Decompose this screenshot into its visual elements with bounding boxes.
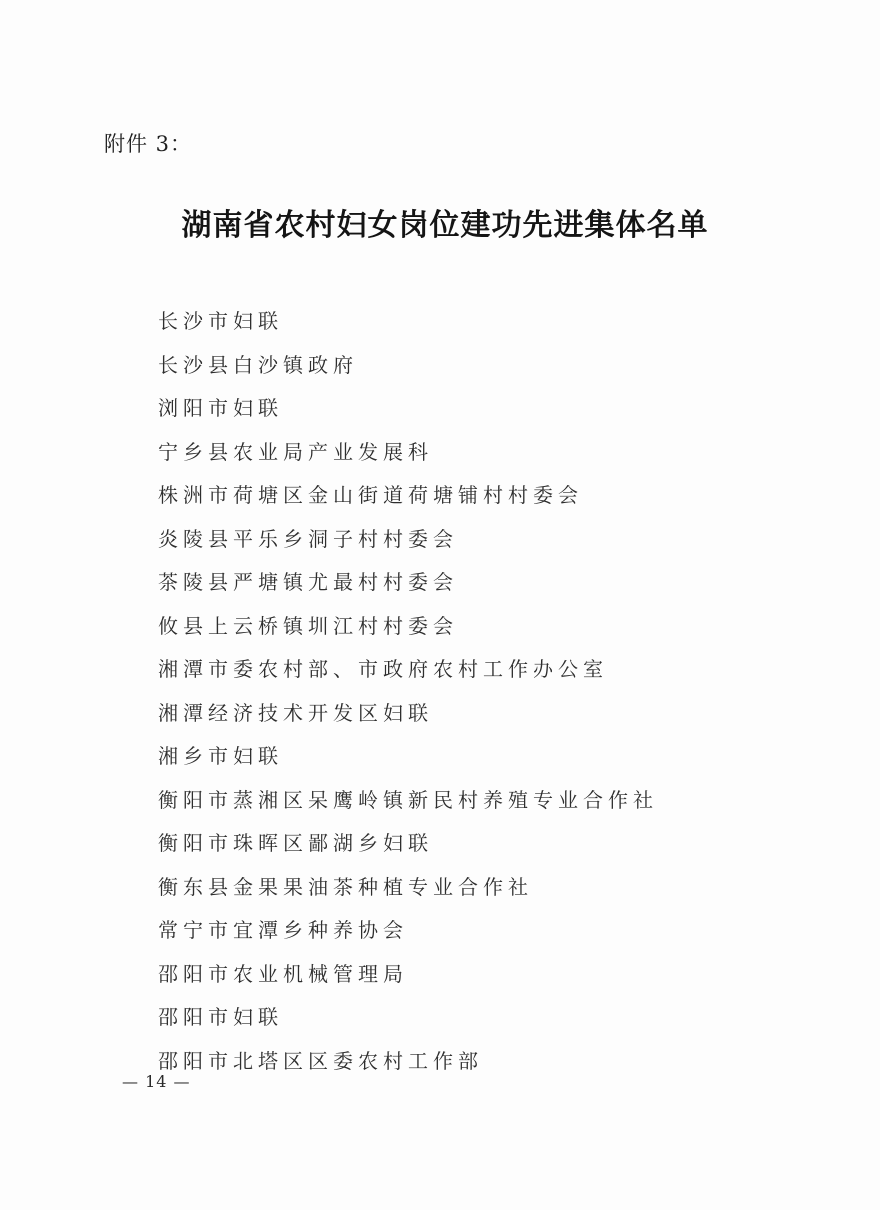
list-item: 茶陵县严塘镇尤最村村委会	[158, 570, 458, 594]
list-item: 长沙县白沙镇政府	[158, 352, 358, 377]
page-number: — 14 —	[122, 1072, 191, 1091]
list-item: 邵阳市妇联	[158, 1005, 283, 1029]
list-item: 株洲市荷塘区金山街道荷塘铺村村委会	[158, 483, 583, 507]
document-title: 湖南省农村妇女岗位建功先进集体名单	[181, 208, 709, 243]
list-item: 湘乡市妇联	[158, 744, 283, 768]
list-item: 炎陵县平乐乡洞子村村委会	[158, 526, 458, 551]
attachment-label: 附件 3：	[104, 132, 193, 156]
list-item: 湘潭经济技术开发区妇联	[158, 700, 433, 725]
list-item: 常宁市宜潭乡种养协会	[158, 918, 408, 942]
list-item: 攸县上云桥镇圳江村村委会	[158, 613, 458, 638]
list-item: 湘潭市委农村部、市政府农村工作办公室	[158, 657, 608, 681]
list-item: 邵阳市农业机械管理局	[158, 961, 408, 986]
list-item: 长沙市妇联	[158, 309, 283, 333]
list-item: 邵阳市北塔区区委农村工作部	[158, 1048, 483, 1073]
list-item: 衡东县金果果油茶种植专业合作社	[158, 874, 533, 899]
list-item: 宁乡县农业局产业发展科	[158, 439, 433, 464]
list-item: 衡阳市珠晖区鄙湖乡妇联	[158, 831, 433, 855]
list-item: 衡阳市蒸湘区呆鹰岭镇新民村养殖专业合作社	[158, 787, 658, 812]
list-item: 浏阳市妇联	[158, 396, 283, 420]
collective-list	[158, 300, 658, 1083]
